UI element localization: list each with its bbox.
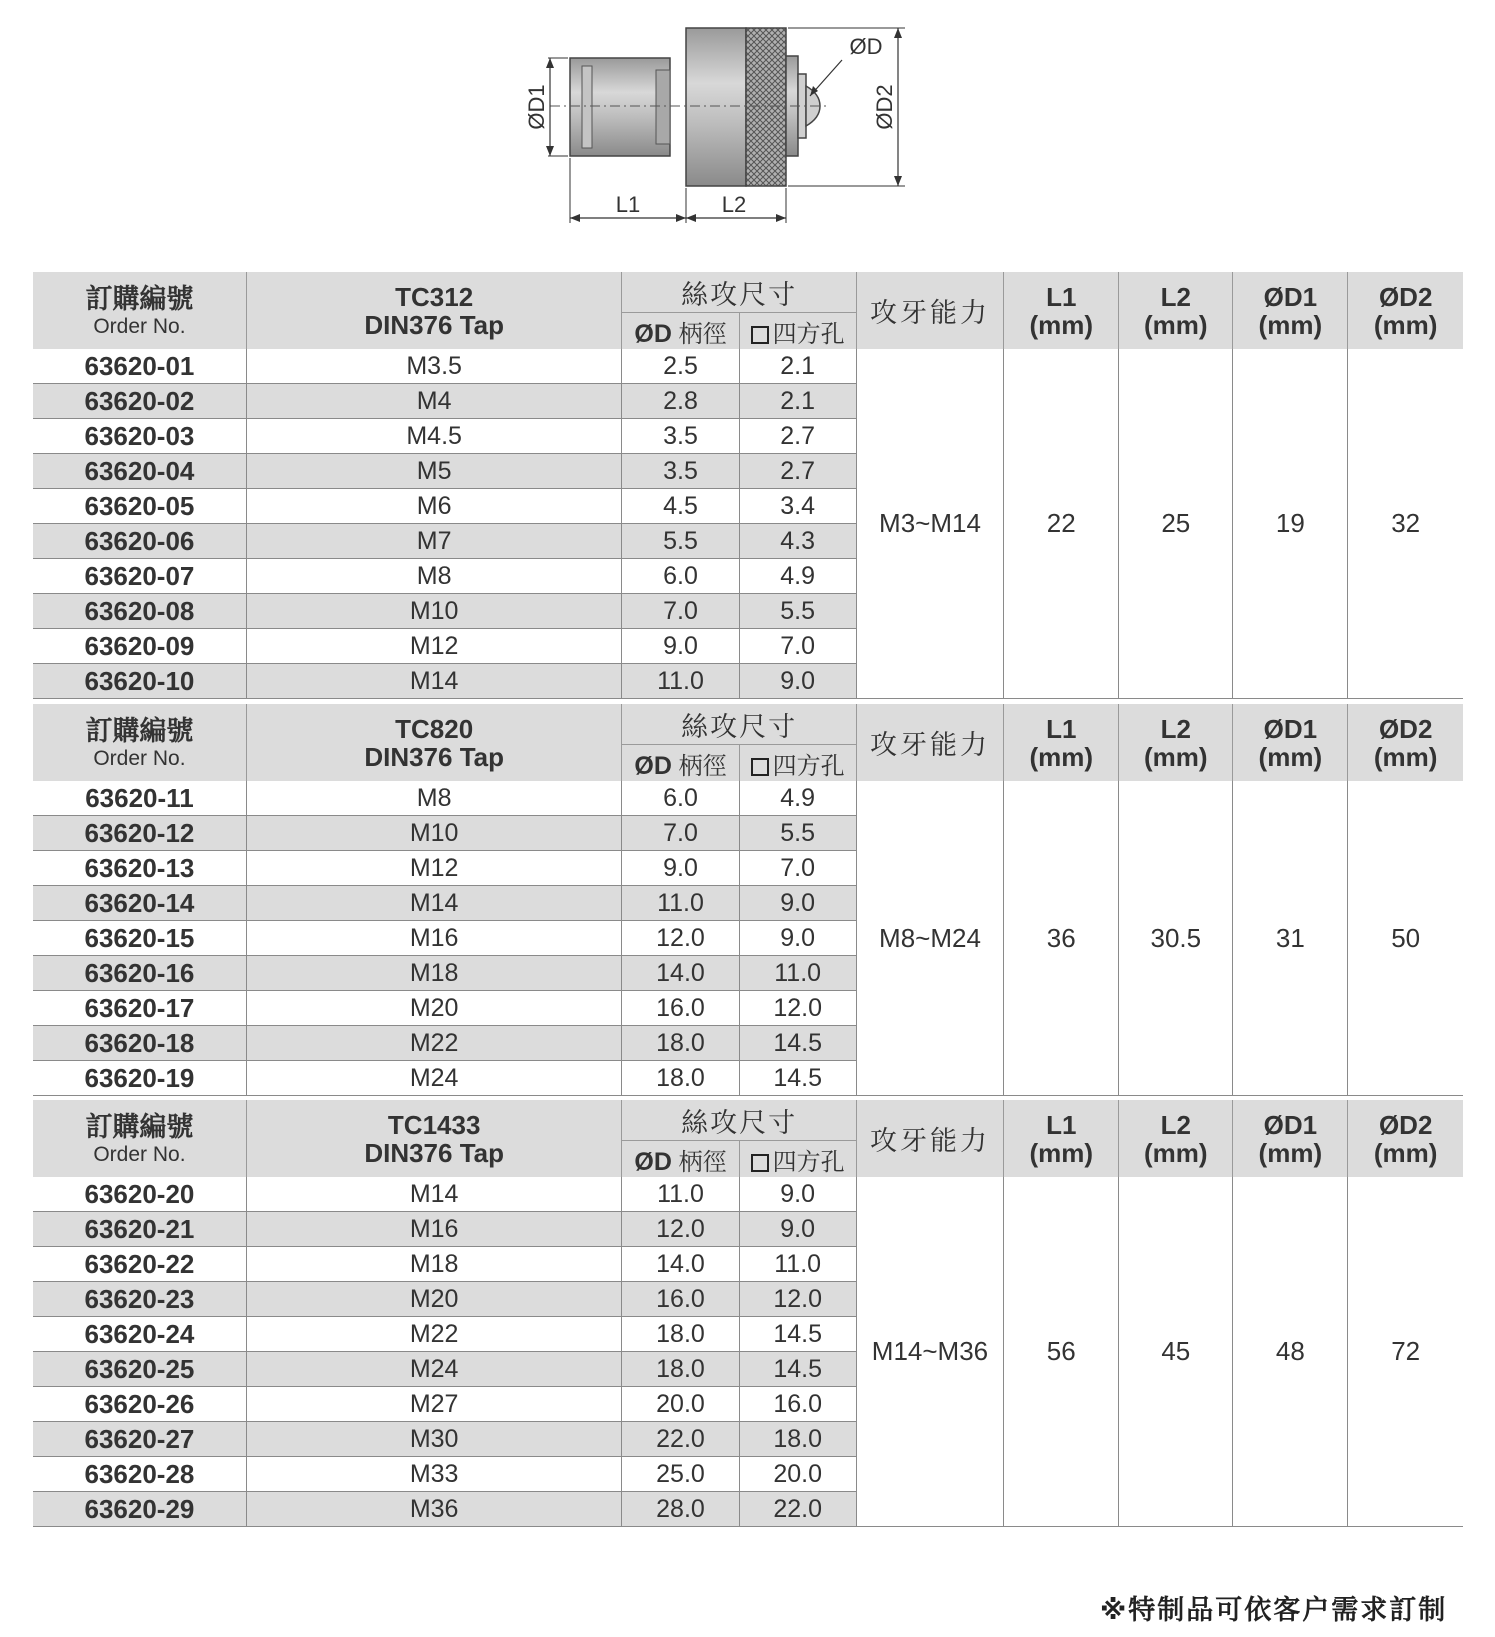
- tap-size-cell: M4.5: [246, 419, 622, 454]
- square-hole-cell: 4.9: [739, 559, 856, 594]
- shank-diameter-cell: 9.0: [622, 629, 739, 664]
- shank-diameter-cell: 14.0: [622, 956, 739, 991]
- shank-diameter-cell: 7.0: [622, 594, 739, 629]
- order-no-cell: 63620-15: [33, 921, 246, 956]
- model-header: [246, 704, 622, 781]
- order-no-cell: 63620-13: [33, 851, 246, 886]
- shank-label: 柄徑: [678, 752, 727, 780]
- order-no-cell: 63620-27: [33, 1422, 246, 1457]
- square-label: 四方孔: [772, 320, 845, 348]
- tap-size-cell: M14: [246, 1177, 622, 1212]
- square-hole-cell: 3.4: [739, 489, 856, 524]
- shank-diameter-cell: 22.0: [622, 1422, 739, 1457]
- shank-diameter-cell: 12.0: [622, 921, 739, 956]
- d2-header-label: ØD2: [1378, 1109, 1433, 1140]
- l2-cell: 30.5: [1119, 781, 1233, 1096]
- order-no-header-cn: 訂購編號: [85, 1111, 194, 1142]
- square-hole-cell: 14.5: [739, 1352, 856, 1387]
- shank-diameter-cell: 2.5: [622, 349, 739, 384]
- d2-cell: 32: [1348, 349, 1463, 699]
- tap-size-cell: M24: [246, 1061, 622, 1096]
- tap-size-cell: M5: [246, 454, 622, 489]
- tap-size-cell: M7: [246, 524, 622, 559]
- square-hole-cell: 20.0: [739, 1457, 856, 1492]
- capacity-header: [856, 272, 1003, 349]
- d1-cell: 19: [1233, 349, 1348, 699]
- order-no-cell: 63620-26: [33, 1387, 246, 1422]
- spec-table-tc1433: [33, 1100, 1463, 1527]
- shank-diameter-cell: 4.5: [622, 489, 739, 524]
- order-no-cell: 63620-04: [33, 454, 246, 489]
- table-row: [33, 349, 1463, 384]
- shank-diameter-cell: 11.0: [622, 1177, 739, 1212]
- capacity-label: 攻牙能力: [869, 298, 990, 328]
- d2-header-unit: (mm): [1373, 741, 1438, 772]
- l1-header-unit: (mm): [1029, 741, 1094, 772]
- shank-prefix: ØD: [634, 751, 672, 780]
- square-hole-cell: 5.5: [739, 594, 856, 629]
- d1-cell: 48: [1233, 1177, 1348, 1527]
- spec-table-tc312: [33, 272, 1463, 699]
- tap-size-cell: M33: [246, 1457, 622, 1492]
- order-no-cell: 63620-16: [33, 956, 246, 991]
- d2-header-unit: (mm): [1373, 309, 1438, 340]
- square-icon: [751, 1154, 769, 1172]
- tap-size-cell: M12: [246, 629, 622, 664]
- d1-cell: 31: [1233, 781, 1348, 1096]
- tap-size-cell: M16: [246, 921, 622, 956]
- order-no-header-en: Order No.: [93, 746, 186, 770]
- tap-standard: DIN376 Tap: [364, 309, 504, 340]
- capacity-label: 攻牙能力: [869, 730, 990, 760]
- square-hole-cell: 2.7: [739, 454, 856, 489]
- d1-header-label: ØD1: [1263, 1109, 1318, 1140]
- square-hole-cell: 5.5: [739, 816, 856, 851]
- square-header: [739, 313, 856, 350]
- shank-diameter-cell: 12.0: [622, 1212, 739, 1247]
- square-header: [739, 745, 856, 782]
- square-hole-cell: 9.0: [739, 1177, 856, 1212]
- square-hole-cell: 2.7: [739, 419, 856, 454]
- thread-size-label: 絲攻尺寸: [681, 279, 798, 310]
- square-label: 四方孔: [772, 1148, 845, 1176]
- shank-diameter-cell: 25.0: [622, 1457, 739, 1492]
- tap-size-cell: M6: [246, 489, 622, 524]
- l2-label: L2: [721, 192, 747, 217]
- thread-size-label: 絲攻尺寸: [681, 1107, 798, 1138]
- l1-header: [1004, 704, 1119, 781]
- l1-label: L1: [615, 192, 641, 217]
- order-no-cell: 63620-21: [33, 1212, 246, 1247]
- tap-size-cell: M36: [246, 1492, 622, 1527]
- shank-diameter-cell: 3.5: [622, 454, 739, 489]
- shank-diameter-cell: 18.0: [622, 1026, 739, 1061]
- d1-dimension: [524, 58, 568, 156]
- d2-header-label: ØD2: [1378, 713, 1433, 744]
- d2-header-label: ØD2: [1378, 281, 1433, 312]
- order-no-header-en: Order No.: [93, 1142, 186, 1166]
- order-no-cell: 63620-05: [33, 489, 246, 524]
- model-name: TC1433: [387, 1109, 481, 1140]
- square-icon: [751, 758, 769, 776]
- thread-size-header: [622, 272, 856, 313]
- order-no-cell: 63620-03: [33, 419, 246, 454]
- order-no-header: [33, 704, 246, 781]
- thread-size-header: [622, 704, 856, 745]
- tap-size-cell: M14: [246, 664, 622, 699]
- square-hole-cell: 14.5: [739, 1317, 856, 1352]
- square-label: 四方孔: [772, 752, 845, 780]
- order-no-cell: 63620-20: [33, 1177, 246, 1212]
- l1-cell: 36: [1004, 781, 1119, 1096]
- shank-diameter-cell: 28.0: [622, 1492, 739, 1527]
- square-hole-cell: 12.0: [739, 1282, 856, 1317]
- d2-header: [1348, 1100, 1463, 1177]
- l2-cell: 45: [1119, 1177, 1233, 1527]
- body-shape: [686, 28, 820, 186]
- d1-header-label: ØD1: [1263, 713, 1318, 744]
- tap-size-cell: M12: [246, 851, 622, 886]
- square-hole-cell: 22.0: [739, 1492, 856, 1527]
- l2-header-label: L2: [1160, 713, 1191, 744]
- tap-size-cell: M8: [246, 781, 622, 816]
- d2-cell: 50: [1348, 781, 1463, 1096]
- l2-header-unit: (mm): [1144, 1137, 1208, 1168]
- order-no-cell: 63620-09: [33, 629, 246, 664]
- thread-size-header: [622, 1100, 856, 1141]
- shank-header: [622, 745, 739, 782]
- shank-diameter-cell: 18.0: [622, 1352, 739, 1387]
- tap-size-cell: M20: [246, 1282, 622, 1317]
- order-no-cell: 63620-28: [33, 1457, 246, 1492]
- d1-header-unit: (mm): [1258, 309, 1323, 340]
- shank-diameter-cell: 6.0: [622, 559, 739, 594]
- d2-header: [1348, 272, 1463, 349]
- shank-diameter-cell: 20.0: [622, 1387, 739, 1422]
- shank-diameter-cell: 2.8: [622, 384, 739, 419]
- shank-label: 柄徑: [678, 320, 727, 348]
- order-no-cell: 63620-19: [33, 1061, 246, 1096]
- order-no-header-en: Order No.: [93, 314, 186, 338]
- square-hole-cell: 9.0: [739, 664, 856, 699]
- order-no-cell: 63620-18: [33, 1026, 246, 1061]
- l2-header: [1119, 704, 1233, 781]
- tap-standard: DIN376 Tap: [364, 741, 504, 772]
- order-no-cell: 63620-14: [33, 886, 246, 921]
- spec-table-body: [33, 781, 1463, 1096]
- model-name: TC312: [395, 281, 474, 312]
- order-no-cell: 63620-11: [33, 781, 246, 816]
- l2-header: [1119, 1100, 1233, 1177]
- square-hole-cell: 4.9: [739, 781, 856, 816]
- thread-size-label: 絲攻尺寸: [681, 711, 798, 742]
- l1-header-label: L1: [1046, 713, 1077, 744]
- square-hole-cell: 2.1: [739, 349, 856, 384]
- square-hole-cell: 9.0: [739, 886, 856, 921]
- d-label: ØD: [849, 34, 883, 59]
- tap-size-cell: M10: [246, 594, 622, 629]
- l2-header-label: L2: [1160, 1109, 1191, 1140]
- shank-prefix: ØD: [634, 319, 672, 348]
- d1-header-unit: (mm): [1258, 741, 1323, 772]
- l1-header: [1004, 272, 1119, 349]
- shank-header: [622, 1141, 739, 1178]
- order-no-cell: 63620-02: [33, 384, 246, 419]
- shank-diameter-cell: 11.0: [622, 886, 739, 921]
- d1-header-unit: (mm): [1258, 1137, 1323, 1168]
- order-no-cell: 63620-29: [33, 1492, 246, 1527]
- tap-size-cell: M16: [246, 1212, 622, 1247]
- tap-size-cell: M20: [246, 991, 622, 1026]
- model-header: [246, 1100, 622, 1177]
- l1-header: [1004, 1100, 1119, 1177]
- square-hole-cell: 4.3: [739, 524, 856, 559]
- d2-label: ØD2: [872, 84, 897, 130]
- capacity-cell: M14~M36: [856, 1177, 1003, 1527]
- square-hole-cell: 2.1: [739, 384, 856, 419]
- l2-header-label: L2: [1160, 281, 1191, 312]
- l2-header: [1119, 272, 1233, 349]
- shank-diameter-cell: 16.0: [622, 1282, 739, 1317]
- order-no-cell: 63620-01: [33, 349, 246, 384]
- l2-header-unit: (mm): [1144, 309, 1208, 340]
- tap-size-cell: M18: [246, 1247, 622, 1282]
- square-hole-cell: 9.0: [739, 921, 856, 956]
- l1-cell: 56: [1004, 1177, 1119, 1527]
- square-hole-cell: 9.0: [739, 1212, 856, 1247]
- d2-cell: 72: [1348, 1177, 1463, 1527]
- order-no-cell: 63620-08: [33, 594, 246, 629]
- order-no-cell: 63620-23: [33, 1282, 246, 1317]
- order-no-header: [33, 1100, 246, 1177]
- spec-table-body: [33, 1177, 1463, 1527]
- tap-size-cell: M22: [246, 1317, 622, 1352]
- order-no-header-cn: 訂購編號: [85, 283, 194, 314]
- tap-adapter-diagram: [520, 18, 940, 243]
- shank-diameter-cell: 16.0: [622, 991, 739, 1026]
- d1-header-label: ØD1: [1263, 281, 1318, 312]
- order-no-cell: 63620-07: [33, 559, 246, 594]
- spec-table-body: [33, 349, 1463, 699]
- square-icon: [751, 326, 769, 344]
- l1-header-label: L1: [1046, 1109, 1077, 1140]
- shank-diameter-cell: 18.0: [622, 1061, 739, 1096]
- tap-size-cell: M8: [246, 559, 622, 594]
- shank-diameter-cell: 6.0: [622, 781, 739, 816]
- l1-header-label: L1: [1046, 281, 1077, 312]
- d1-header: [1233, 272, 1348, 349]
- square-hole-cell: 7.0: [739, 629, 856, 664]
- square-hole-cell: 7.0: [739, 851, 856, 886]
- footnote: ※特制品可依客户需求訂制: [1100, 1595, 1448, 1625]
- tap-standard: DIN376 Tap: [364, 1137, 504, 1168]
- tap-size-cell: M3.5: [246, 349, 622, 384]
- capacity-cell: M3~M14: [856, 349, 1003, 699]
- d2-header-unit: (mm): [1373, 1137, 1438, 1168]
- tap-size-cell: M4: [246, 384, 622, 419]
- shank-diameter-cell: 7.0: [622, 816, 739, 851]
- shank-diameter-cell: 5.5: [622, 524, 739, 559]
- capacity-label: 攻牙能力: [869, 1126, 990, 1156]
- shank-diameter-cell: 14.0: [622, 1247, 739, 1282]
- d2-header: [1348, 704, 1463, 781]
- tap-size-cell: M27: [246, 1387, 622, 1422]
- d1-header: [1233, 704, 1348, 781]
- d1-label: ØD1: [524, 84, 549, 130]
- capacity-header: [856, 704, 1003, 781]
- shank-diameter-cell: 11.0: [622, 664, 739, 699]
- order-no-cell: 63620-17: [33, 991, 246, 1026]
- shank-label: 柄徑: [678, 1148, 727, 1176]
- order-no-cell: 63620-12: [33, 816, 246, 851]
- shank-diameter-cell: 3.5: [622, 419, 739, 454]
- shank-diameter-cell: 18.0: [622, 1317, 739, 1352]
- tap-size-cell: M30: [246, 1422, 622, 1457]
- order-no-header: [33, 272, 246, 349]
- l2-header-unit: (mm): [1144, 741, 1208, 772]
- order-no-header-cn: 訂購編號: [85, 715, 194, 746]
- square-hole-cell: 11.0: [739, 1247, 856, 1282]
- l1-header-unit: (mm): [1029, 309, 1094, 340]
- shank-header: [622, 313, 739, 350]
- order-no-cell: 63620-10: [33, 664, 246, 699]
- square-header: [739, 1141, 856, 1178]
- spec-table-tc820: [33, 704, 1463, 1096]
- order-no-cell: 63620-22: [33, 1247, 246, 1282]
- square-hole-cell: 18.0: [739, 1422, 856, 1457]
- d1-header: [1233, 1100, 1348, 1177]
- tap-size-cell: M18: [246, 956, 622, 991]
- tap-size-cell: M10: [246, 816, 622, 851]
- capacity-cell: M8~M24: [856, 781, 1003, 1096]
- model-header: [246, 272, 622, 349]
- order-no-cell: 63620-06: [33, 524, 246, 559]
- order-no-cell: 63620-25: [33, 1352, 246, 1387]
- table-row: [33, 1177, 1463, 1212]
- square-hole-cell: 12.0: [739, 991, 856, 1026]
- shank-diameter-cell: 9.0: [622, 851, 739, 886]
- order-no-cell: 63620-24: [33, 1317, 246, 1352]
- shank-prefix: ØD: [634, 1147, 672, 1176]
- l1-cell: 22: [1004, 349, 1119, 699]
- table-row: [33, 781, 1463, 816]
- square-hole-cell: 14.5: [739, 1061, 856, 1096]
- l2-cell: 25: [1119, 349, 1233, 699]
- tap-size-cell: M22: [246, 1026, 622, 1061]
- tap-size-cell: M24: [246, 1352, 622, 1387]
- square-hole-cell: 16.0: [739, 1387, 856, 1422]
- square-hole-cell: 11.0: [739, 956, 856, 991]
- shank-shape: [570, 58, 670, 156]
- capacity-header: [856, 1100, 1003, 1177]
- square-hole-cell: 14.5: [739, 1026, 856, 1061]
- tap-size-cell: M14: [246, 886, 622, 921]
- model-name: TC820: [395, 713, 474, 744]
- l1-header-unit: (mm): [1029, 1137, 1094, 1168]
